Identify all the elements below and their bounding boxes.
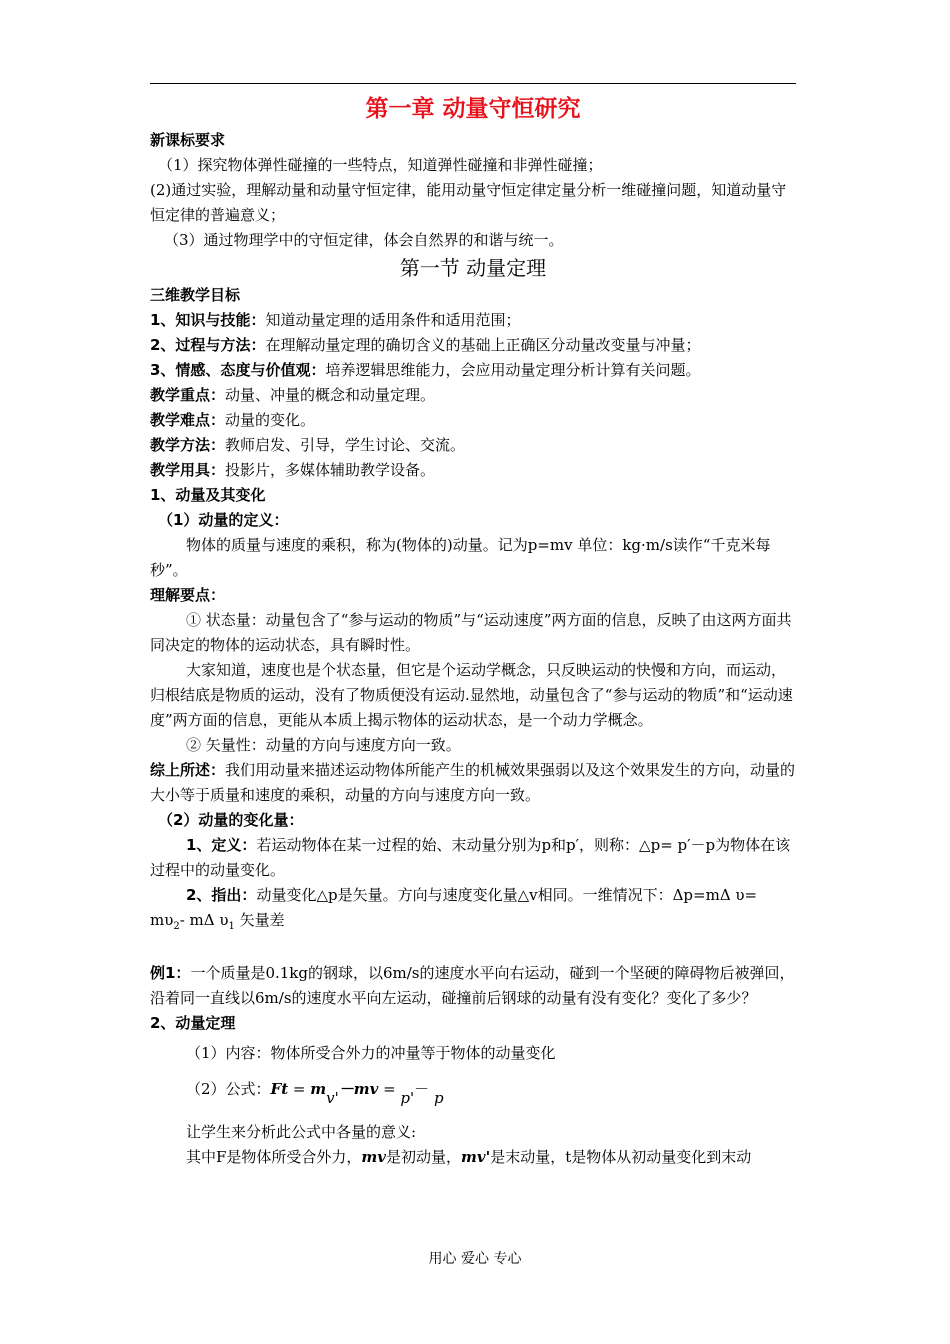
teaching-key-label: 教学重点：: [150, 386, 226, 404]
teaching-tools-label: 教学用具：: [150, 461, 226, 479]
goal-emotion: [150, 358, 796, 383]
teaching-method-text: 教师启发、引导，学生讨论、交流。: [225, 436, 466, 454]
sub-2: 2: [173, 921, 180, 932]
formula-vprime: v': [326, 1089, 339, 1107]
spacer-2: [150, 1108, 796, 1120]
theorem-heading: 2、动量定理: [150, 1014, 236, 1032]
example-1: [150, 961, 796, 1011]
page-content: [150, 92, 796, 1170]
explanation-b: 是初动量，: [386, 1148, 462, 1166]
sub-1: 1: [228, 921, 235, 932]
goal-emotion-text: 培养逻辑思维能力，会应用动量定理分析计算有关问题。: [325, 361, 701, 379]
formula-minus: －: [414, 1080, 434, 1098]
momentum-heading: 1、动量及其变化: [150, 486, 266, 504]
change-note: [150, 883, 796, 939]
example-label: 例1：: [150, 964, 191, 982]
goal-process-label: 2、过程与方法：: [150, 336, 266, 354]
change-note-mid: - mΔ υ: [179, 911, 229, 929]
change-note-label: 2、指出：: [186, 886, 257, 904]
formula-label: （2）公式：: [186, 1080, 271, 1098]
formula-minus-mv: －mv: [338, 1080, 379, 1098]
requirement-1: （1）探究物体弹性碰撞的一些特点，知道弹性碰撞和非弹性碰撞；: [158, 156, 603, 174]
understanding-paragraph: 大家知道，速度也是个状态量，但它是个运动学概念，只反映运动的快慢和方向，而运动，归根结底是物质的运动，没有了物质便没有运动.显然地，动量包含了“参与运动的物质”和“运动速度”两方面的信息，更能从本质上揭示物体的运动状态，是一个动力学概念。: [150, 661, 793, 729]
formula-p: p: [433, 1089, 444, 1107]
goal-process: [150, 333, 796, 358]
theorem-content: （1）内容：物体所受合外力的冲量等于物体的动量变化: [186, 1044, 556, 1062]
change-note-tail: 矢量差: [234, 911, 285, 929]
teaching-tools: [150, 458, 796, 483]
explanation-a: 其中F是物体所受合外力，: [186, 1148, 362, 1166]
goal-knowledge-text: 知道动量定理的适用条件和适用范围；: [265, 311, 521, 329]
chapter-title: 第一章 动量守恒研究: [365, 96, 581, 122]
spacer: [150, 939, 796, 961]
formula-ft: Ft: [270, 1080, 289, 1098]
formula-eq: =: [288, 1080, 311, 1098]
formula-pprime: p': [400, 1089, 415, 1107]
teaching-difficulty: [150, 408, 796, 433]
change-note-text: 动量变化△p是矢量。方向与速度变化量△v相同。一维情况下：Δp=mΔ υ= mυ: [150, 886, 758, 929]
teaching-difficulty-text: 动量的变化。: [225, 411, 316, 429]
momentum-definition-heading: （1）动量的定义：: [158, 511, 289, 529]
formula-explanation: [150, 1145, 796, 1170]
goal-knowledge-label: 1、知识与技能：: [150, 311, 266, 329]
requirement-3: （3）通过物理学中的守恒定律，体会自然界的和谐与统一。: [164, 231, 564, 249]
explanation-mvprime: mv': [461, 1148, 491, 1166]
teaching-key: [150, 383, 796, 408]
goal-emotion-label: 3、情感、态度与价值观：: [150, 361, 326, 379]
summary: [150, 758, 796, 808]
teaching-method: [150, 433, 796, 458]
formula-m: m: [310, 1080, 327, 1098]
page-footer: 用心 爱心 专心: [428, 1251, 522, 1267]
example-text: 一个质量是0.1kg的钢球，以6m/s的速度水平向右运动，碰到一个坚硬的障碍物后被弹回，沿着同一直线以6m/s的速度水平向左运动，碰撞前后钢球的动量有没有变化？变化了多少？: [150, 964, 795, 1007]
goal-process-text: 在理解动量定理的确切含义的基础上正确区分动量改变量与冲量；: [265, 336, 701, 354]
change-definition-label: 1、定义：: [186, 836, 257, 854]
header-rule: [150, 83, 796, 84]
teaching-key-text: 动量、冲量的概念和动量定理。: [225, 386, 436, 404]
goals-heading: 三维教学目标: [150, 286, 241, 304]
momentum-change-heading: （2）动量的变化量：: [158, 811, 304, 829]
change-definition: [150, 833, 796, 883]
understanding-point-1: ① 状态量：动量包含了“参与运动的物质”与“运动速度”两方面的信息，反映了由这两方面共同决定的物体的运动状态，具有瞬时性。: [150, 611, 792, 654]
summary-label: 综上所述：: [150, 761, 226, 779]
analyze-prompt: 让学生来分析此公式中各量的意义:: [186, 1123, 417, 1141]
understanding-heading: 理解要点：: [150, 586, 226, 604]
teaching-difficulty-label: 教学难点：: [150, 411, 226, 429]
momentum-definition-text: 物体的质量与速度的乘积，称为(物体的)动量。记为p=mv 单位：kg·m/s读作“千克米每秒”。: [150, 536, 771, 579]
teaching-method-label: 教学方法：: [150, 436, 226, 454]
teaching-tools-text: 投影片，多媒体辅助教学设备。: [225, 461, 436, 479]
formula-eq2: =: [378, 1080, 401, 1098]
summary-text: 我们用动量来描述运动物体所能产生的机械效果强弱以及这个效果发生的方向，动量的大小等于质量和速度的乘积，动量的方向与速度方向一致。: [150, 761, 796, 804]
section-title: 第一节 动量定理: [399, 256, 547, 280]
explanation-mv: mv: [361, 1148, 387, 1166]
explanation-c: 是末动量，t是物体从初动量变化到末动: [490, 1148, 752, 1166]
change-definition-text: 若运动物体在某一过程的始、末动量分别为p和p′，则称：△p= p′－p为物体在该过程中的动量变化。: [150, 836, 791, 879]
requirement-2: (2)通过实验，理解动量和动量守恒定律，能用动量守恒定律定量分析一维碰撞问题，知道动量守恒定律的普遍意义；: [150, 181, 787, 224]
theorem-formula: [150, 1070, 796, 1108]
goal-knowledge: [150, 308, 796, 333]
understanding-point-2: ② 矢量性：动量的方向与速度方向一致。: [186, 736, 461, 754]
requirements-heading: 新课标要求: [150, 131, 226, 149]
